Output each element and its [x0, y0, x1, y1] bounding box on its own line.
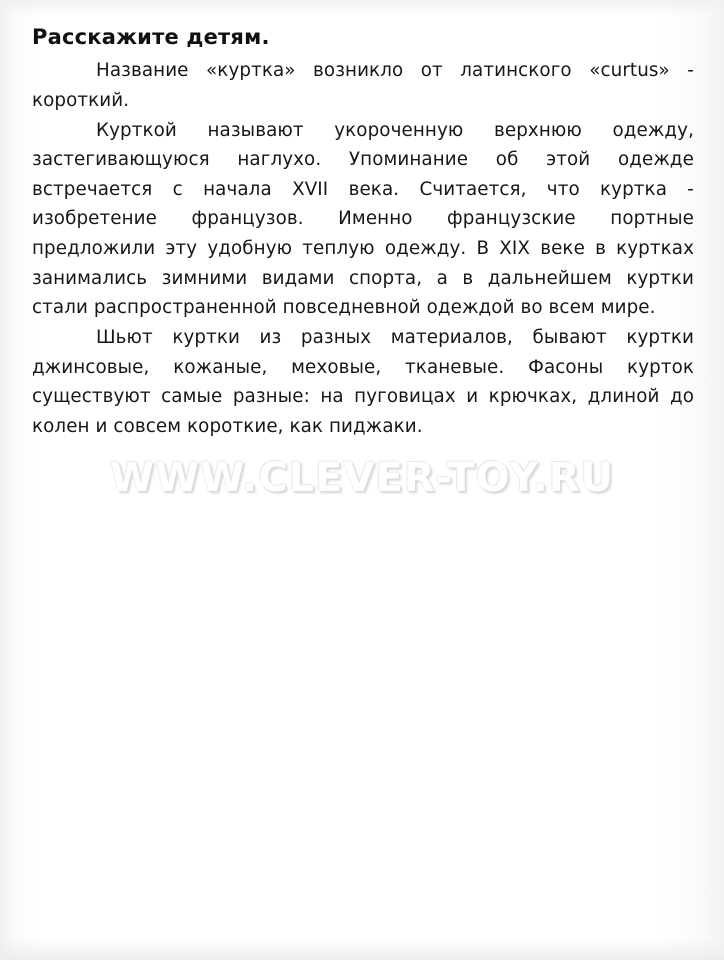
site-watermark: WWW.CLEVER-TOY.RU	[110, 455, 614, 501]
page-content	[32, 24, 694, 442]
page-top-shading	[0, 0, 724, 16]
page-bottom-shading	[0, 938, 724, 960]
paragraph-2: Курткой называют укороченную верхнюю одежду, застегивающуюся наглухо. Упоминание об этой одежде встречается с начала XVII века. Считается, что куртка - изобретение французов. Именно французские портные предложили эту удобную теплую одежду. В XIX веке в куртках занимались зимними видами спорта, а в дальнейшем куртки стали распространенной повседневной одеждой во всем мире.	[32, 119, 694, 319]
page-title: Расскажите детям.	[32, 25, 270, 49]
paragraph-3: Шьют куртки из разных материалов, бывают куртки джинсовые, кожаные, меховые, тканевые. Фасоны курток существуют самые разные: на пуговицах и крючках, длиной до колен и совсем короткие, как пиджаки.	[32, 327, 694, 437]
paragraph-1: Название «куртка» возникло от латинского «curtus» - короткий.	[32, 60, 694, 111]
article-body	[32, 56, 694, 441]
